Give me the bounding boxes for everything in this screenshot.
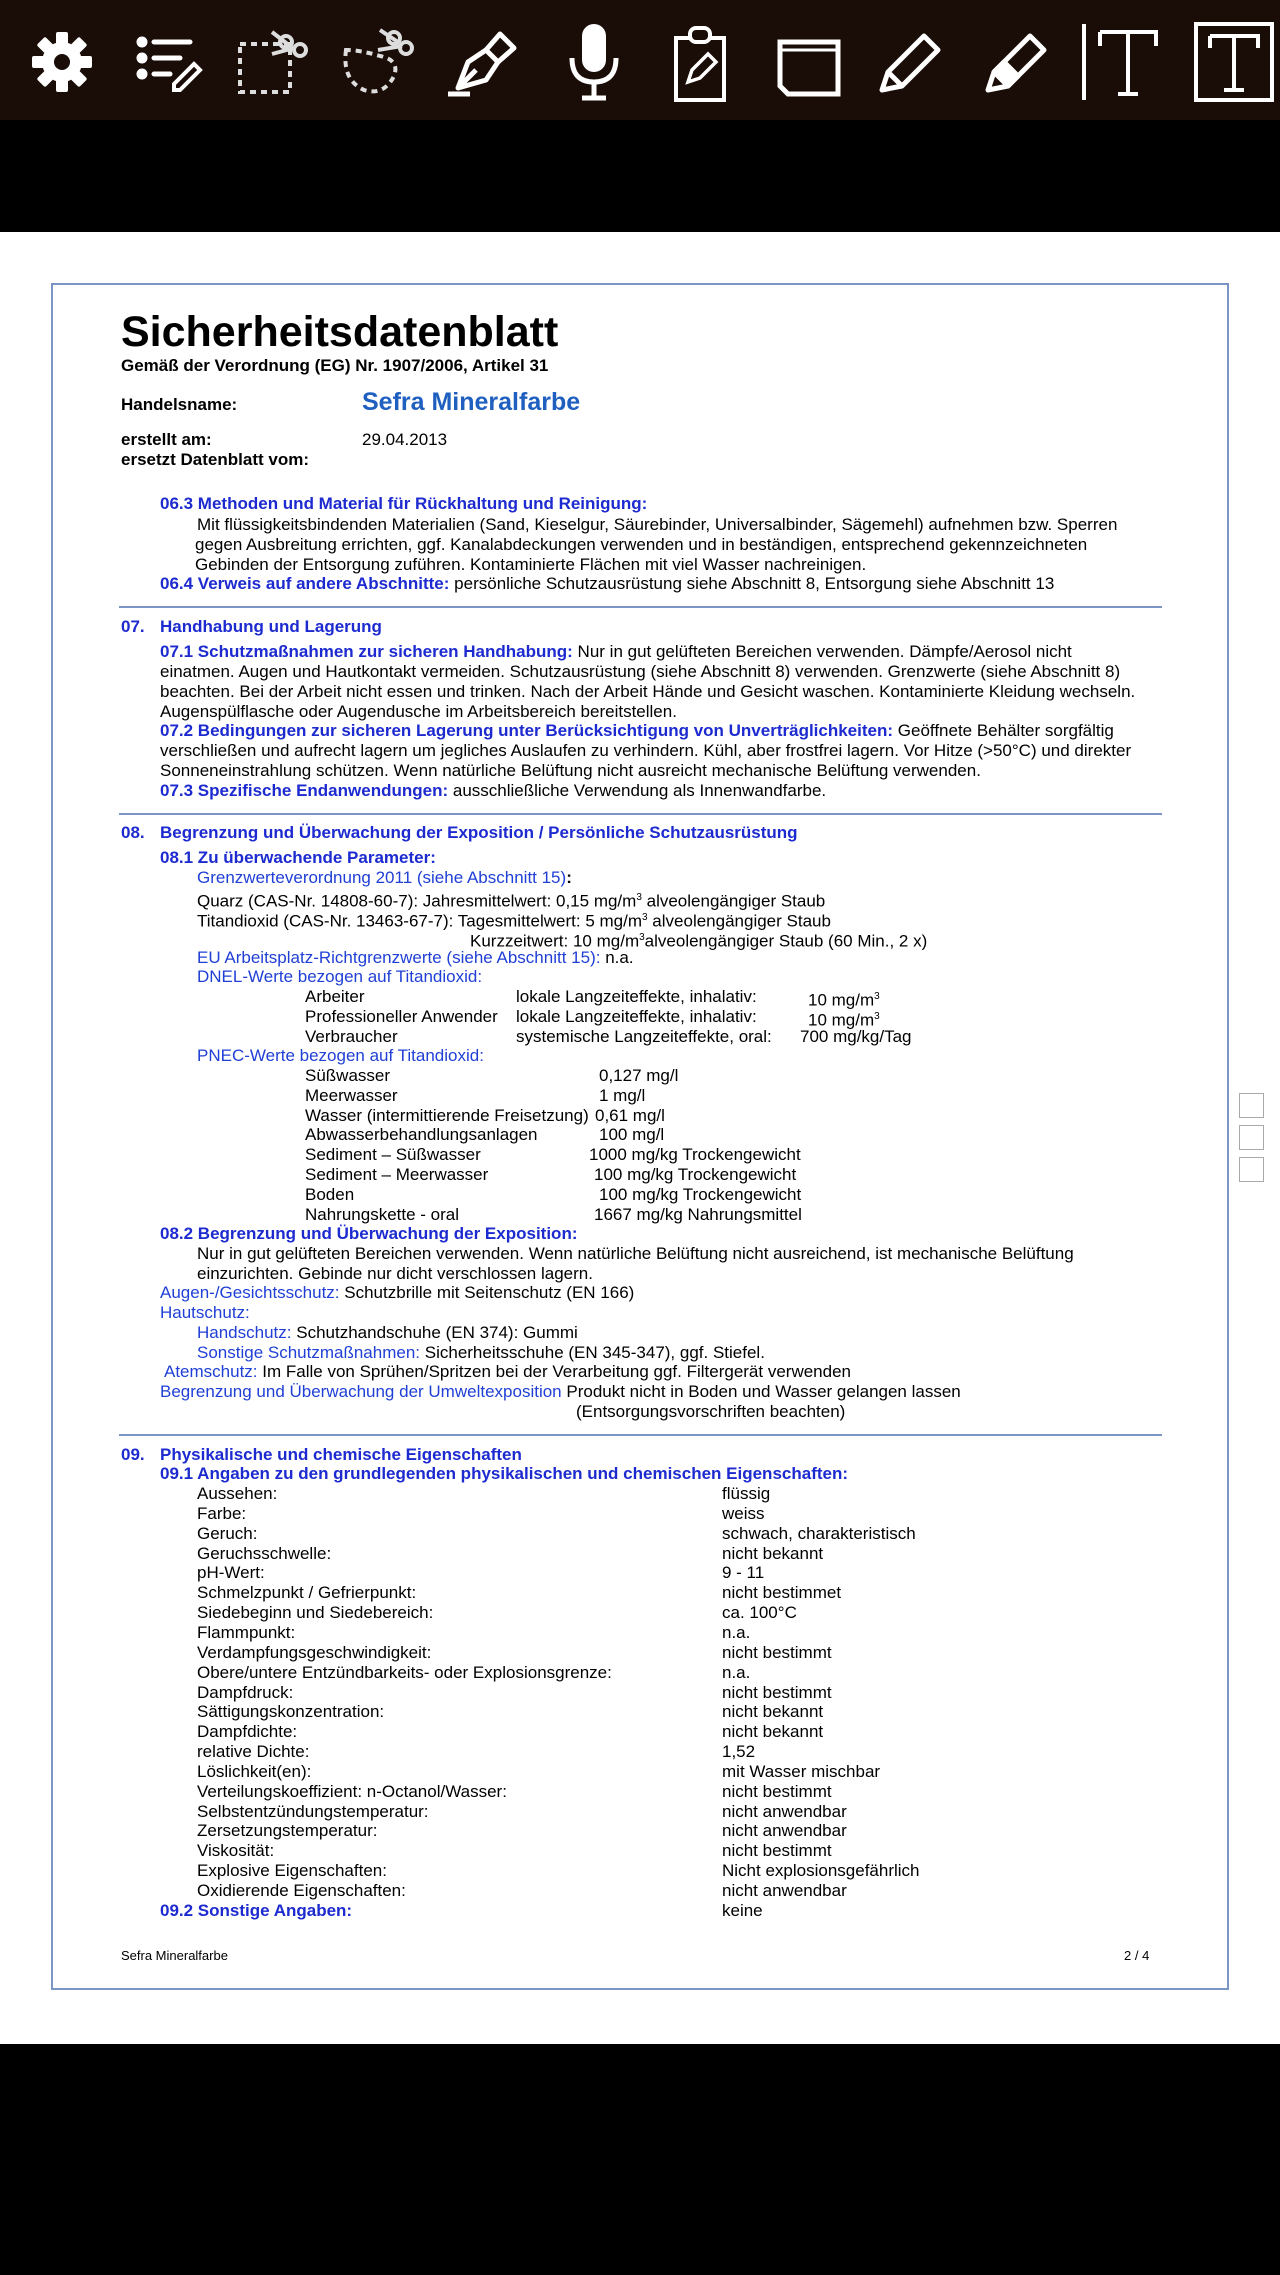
section-08-2-heading: 08.2 Begrenzung und Überwachung der Exposition: <box>160 1224 578 1243</box>
property-value: nicht bestimmt <box>722 1682 832 1702</box>
superscript-3: 3 <box>874 1011 880 1022</box>
section-07-3-heading: 07.3 Spezifische Endanwendungen: <box>160 781 449 800</box>
atemschutz-label: Atemschutz: <box>164 1362 258 1381</box>
property-name: Dampfdruck: <box>197 1682 294 1702</box>
umwelt-line <box>160 1382 961 1402</box>
property-name: Schmelzpunkt / Gefrierpunkt: <box>197 1583 417 1603</box>
property-value: n.a. <box>722 1662 751 1682</box>
superscript-3: 3 <box>639 932 645 943</box>
section-08-1-heading: 08.1 Zu überwachende Parameter: <box>160 848 436 867</box>
pnec-row-value: 100 mg/kg Trockengewicht <box>594 1165 797 1184</box>
property-name: Dampfdichte: <box>197 1722 298 1742</box>
titan-text: Titandioxid (CAS-Nr. 13463-67-7): Tagesmittelwert: 5 mg/m <box>197 911 643 931</box>
rect-cut-icon[interactable] <box>222 12 322 112</box>
section-09-number: 09. <box>121 1445 145 1464</box>
sonstige-schutz-line <box>197 1343 765 1363</box>
augenschutz-text: Schutzbrille mit Seitenschutz (EN 166) <box>344 1283 635 1302</box>
quarz-text: Quarz (CAS-Nr. 14808-60-7): Jahresmittelwert: 0,15 mg/m <box>197 891 637 911</box>
property-name: Löslichkeit(en): <box>197 1761 312 1781</box>
settings-gear-icon[interactable] <box>12 12 112 112</box>
annotation-toolbar <box>0 0 1280 120</box>
handschutz-label: Handschutz: <box>197 1323 292 1342</box>
property-name: Zersetzungstemperatur: <box>197 1821 378 1841</box>
section-08-title: Begrenzung und Überwachung der Exposition / Persönliche Schutzausrüstung <box>160 823 798 842</box>
section-divider <box>119 813 1162 815</box>
document-title: Sicherheitsdatenblatt <box>121 308 559 356</box>
footer-page-number: 2 / 4 <box>1124 1948 1150 1963</box>
property-name: Selbstentzündungstemperatur: <box>197 1801 429 1821</box>
umwelt-label: Begrenzung und Überwachung der Umweltexposition <box>160 1382 562 1401</box>
section-divider <box>119 606 1162 608</box>
footer-product-name: Sefra Mineralfarbe <box>121 1948 228 1963</box>
grenzwerte-heading <box>197 868 572 888</box>
property-value: nicht bekannt <box>722 1722 824 1742</box>
dnel-value-text: 10 mg/m <box>808 1010 875 1030</box>
page-thumb-1[interactable] <box>1239 1093 1264 1118</box>
section-06-4-text: persönliche Schutzausrüstung siehe Abschnitt 8, Entsorgung siehe Abschnitt 13 <box>454 574 1055 593</box>
quarz-text-2: alveolengängiger Staub <box>641 891 826 911</box>
section-07-title: Handhabung und Lagerung <box>160 617 382 636</box>
section-07-2-line-2: verschließen und aufrecht lagern um jegliches Auslaufen zu verhindern. Kühl, aber frostfrei lagern. Vor Hitze (>50°C) und direkter <box>160 741 1132 760</box>
section-08-2-line-2: einzurichten. Gebinde nur dicht verschlossen lagern. <box>197 1264 593 1283</box>
pnec-row-label: Nahrungskette - oral <box>305 1204 460 1224</box>
section-07-1-heading: 07.1 Schutzmaßnahmen zur sicheren Handhabung: <box>160 642 573 661</box>
property-value: nicht bestimmt <box>722 1841 832 1861</box>
handschutz-line <box>197 1323 578 1343</box>
dnel-value-text: 700 mg/kg/Tag <box>800 1027 912 1046</box>
section-07-1 <box>160 642 1072 662</box>
section-09-title: Physikalische und chemische Eigenschaften <box>160 1445 522 1464</box>
property-name: Verteilungskoeffizient: n-Octanol/Wasser: <box>197 1781 507 1801</box>
property-value: nicht anwendbar <box>722 1801 847 1821</box>
pencil-icon[interactable] <box>860 12 960 112</box>
titan-text-2: alveolengängiger Staub <box>647 911 831 931</box>
sonstige-schutz-text: Sicherheitsschuhe (EN 345-347), ggf. Stiefel. <box>424 1343 765 1362</box>
property-value: flüssig <box>722 1484 771 1503</box>
note-box-icon[interactable] <box>756 12 856 112</box>
property-value: Nicht explosionsgefährlich <box>722 1861 920 1881</box>
atemschutz-line <box>164 1362 851 1382</box>
augenschutz-label: Augen-/Gesichtsschutz: <box>160 1283 340 1302</box>
property-name: Verdampfungsgeschwindigkeit: <box>197 1642 432 1662</box>
section-09-2-heading: 09.2 Sonstige Angaben: <box>160 1901 353 1920</box>
superscript-3: 3 <box>874 991 880 1002</box>
umwelt-text-2: (Entsorgungsvorschriften beachten) <box>576 1402 846 1421</box>
lasso-cut-icon[interactable] <box>326 12 426 112</box>
property-value: schwach, charakteristisch <box>722 1523 916 1543</box>
sonstige-schutz-label: Sonstige Schutzmaßnahmen: <box>197 1343 421 1362</box>
fountain-pen-icon[interactable] <box>430 12 530 112</box>
dnel-row-value <box>800 1027 912 1047</box>
property-name: Viskosität: <box>197 1841 275 1861</box>
property-name: Obere/untere Entzündbarkeits- oder Explosionsgrenze: <box>197 1662 612 1682</box>
ersetzt-label: ersetzt Datenblatt vom: <box>121 450 309 469</box>
pnec-row-value: 0,61 mg/l <box>595 1105 665 1125</box>
property-name: Farbe: <box>197 1503 247 1523</box>
section-09-1-heading: 09.1 Angaben zu den grundlegenden physikalischen und chemischen Eigenschaften: <box>160 1464 849 1483</box>
section-07-1-line-4: Augenspülflasche oder Augendusche im Arbeitsbereich bereitstellen. <box>160 702 677 721</box>
pnec-row-label: Abwasserbehandlungsanlagen <box>305 1125 538 1145</box>
property-name: Oxidierende Eigenschaften: <box>197 1881 406 1900</box>
property-name: pH-Wert: <box>197 1563 265 1583</box>
property-value: 1,52 <box>722 1742 756 1762</box>
grenzwerte-link[interactable]: Grenzwerteverordnung 2011 (siehe Abschnitt 15) <box>197 868 567 887</box>
section-09-2-value: keine <box>722 1901 763 1920</box>
hautschutz-label: Hautschutz: <box>160 1303 250 1322</box>
property-value: nicht anwendbar <box>722 1821 847 1841</box>
property-value: nicht bestimmet <box>722 1583 842 1603</box>
page-thumb-3[interactable] <box>1239 1157 1264 1182</box>
erstellt-value: 29.04.2013 <box>362 430 448 449</box>
clipboard-pen-icon[interactable] <box>650 12 750 112</box>
section-06-4-heading: 06.4 Verweis auf andere Abschnitte: <box>160 574 450 593</box>
page-thumb-2[interactable] <box>1239 1125 1264 1150</box>
erstellt-label: erstellt am: <box>121 430 212 449</box>
section-06-3-line-3: Gebinden der Entsorgung zuführen. Kontaminierte Flächen mit viel Wasser nachreinigen. <box>195 555 867 574</box>
property-name: Explosive Eigenschaften: <box>197 1861 387 1881</box>
section-07-2-line-1: Geöffnete Behälter sorgfältig <box>897 721 1114 740</box>
property-name: Aussehen: <box>197 1484 278 1503</box>
atemschutz-text: Im Falle von Sprühen/Spritzen bei der Verarbeitung ggf. Filtergerät verwenden <box>262 1362 851 1381</box>
pnec-row-value: 1000 mg/kg Trockengewicht <box>589 1145 801 1165</box>
property-value: nicht bestimmt <box>722 1781 832 1801</box>
eraser-pencil-icon[interactable] <box>966 12 1066 112</box>
dnel-row-effect: lokale Langzeiteffekte, inhalativ: <box>516 1007 757 1026</box>
property-name: Sättigungskonzentration: <box>197 1702 385 1722</box>
section-07-1-line-2: einatmen. Augen und Hautkontakt vermeiden. Schutzausrüstung (siehe Abschnitt 8) verwenden. Grenzwerte (siehe Abschnitt 8) <box>160 662 1121 681</box>
dnel-row-who: Verbraucher <box>305 1027 398 1046</box>
dnel-row-who: Arbeiter <box>305 987 365 1006</box>
pnec-row-label: Boden <box>305 1184 355 1204</box>
dnel-row-effect: lokale Langzeiteffekte, inhalativ: <box>516 987 757 1006</box>
section-06-4 <box>160 574 1054 594</box>
eu-grenzwerte-link[interactable]: EU Arbeitsplatz-Richtgrenzwerte (siehe Abschnitt 15): <box>197 948 601 967</box>
pnec-row-value: 1 mg/l <box>599 1085 646 1105</box>
property-name: Siedebeginn und Siedebereich: <box>197 1603 434 1623</box>
pnec-heading: PNEC-Werte bezogen auf Titandioxid: <box>197 1046 484 1065</box>
handschutz-text: Schutzhandschuhe (EN 374): Gummi <box>296 1323 578 1342</box>
property-value: nicht bestimmt <box>722 1642 832 1662</box>
superscript-3: 3 <box>642 912 648 923</box>
pnec-row-value: 100 mg/l <box>599 1125 665 1145</box>
section-07-3-text: ausschließliche Verwendung als Innenwandfarbe. <box>452 781 827 800</box>
dnel-value-text: 10 mg/m <box>808 990 875 1010</box>
property-name: Geruchsschwelle: <box>197 1543 332 1563</box>
property-name: relative Dichte: <box>197 1742 310 1762</box>
text-plain-icon[interactable] <box>1070 12 1170 112</box>
section-07-2-line-3: Sonneneinstrahlung schützen. Wenn natürliche Belüftung nicht ausreicht mechanische Belüftung verwenden. <box>160 761 981 780</box>
pnec-row-label: Sediment – Süßwasser <box>305 1145 481 1165</box>
microphone-icon[interactable] <box>544 12 644 112</box>
pnec-row-value: 0,127 mg/l <box>599 1066 679 1085</box>
property-value: 9 - 11 <box>722 1563 765 1583</box>
handelsname-label: Handelsname: <box>121 395 238 414</box>
property-value: nicht bekannt <box>722 1543 824 1563</box>
document-subtitle: Gemäß der Verordnung (EG) Nr. 1907/2006, Artikel 31 <box>121 356 549 375</box>
superscript-3: 3 <box>636 892 642 903</box>
pnec-row-label: Meerwasser <box>305 1085 398 1105</box>
pnec-row-value: 100 mg/kg Trockengewicht <box>599 1184 802 1204</box>
section-08-2-line-1: Nur in gut gelüfteten Bereichen verwenden. Wenn natürliche Belüftung nicht ausreichend, ist mechanische Belüftung <box>197 1244 1074 1263</box>
pnec-row-label: Sediment – Meerwasser <box>305 1165 489 1184</box>
augenschutz-line <box>160 1283 634 1303</box>
list-edit-icon[interactable] <box>118 12 218 112</box>
property-value: weiss <box>722 1503 765 1523</box>
pnec-row-value: 1667 mg/kg Nahrungsmittel <box>594 1204 802 1224</box>
section-06-3-line-2: gegen Ausbreitung errichten, ggf. Kanalabdeckungen verwenden und in beständigen, entsprechend gekennzeichneten <box>195 535 1088 554</box>
section-06-3-line-1: Mit flüssigkeitsbindenden Materialien (Sand, Kieselgur, Säurebinder, Universalbinder, Sägemehl) aufnehmen bzw. Sperren <box>197 515 1118 534</box>
kurz-text-2: alveolengängiger Staub (60 Min., 2 x) <box>644 931 928 951</box>
section-06-3-heading: 06.3 Methoden und Material für Rückhaltung und Reinigung: <box>160 494 648 513</box>
property-value: nicht anwendbar <box>722 1881 847 1900</box>
property-value: n.a. <box>722 1622 751 1642</box>
section-07-3 <box>160 781 826 801</box>
section-07-1-line-1: Nur in gut gelüfteten Bereichen verwenden. Dämpfe/Aerosol nicht <box>577 642 1072 661</box>
section-08-number: 08. <box>121 823 145 842</box>
pnec-row-label: Wasser (intermittierende Freisetzung) <box>305 1105 589 1125</box>
dnel-heading: DNEL-Werte bezogen auf Titandioxid: <box>197 967 483 986</box>
property-name: Geruch: <box>197 1523 258 1543</box>
property-value: nicht bekannt <box>722 1702 824 1722</box>
pnec-row-label: Süßwasser <box>305 1066 391 1085</box>
property-value: ca. 100°C <box>722 1603 797 1623</box>
text-boxed-icon[interactable] <box>1184 12 1280 112</box>
property-name: Flammpunkt: <box>197 1622 296 1642</box>
property-value: mit Wasser mischbar <box>722 1761 881 1781</box>
eu-grenzwerte-line <box>197 948 634 968</box>
section-divider <box>119 1434 1162 1436</box>
dnel-row-who: Professioneller Anwender <box>305 1007 498 1026</box>
kurz-text: Kurzzeitwert: 10 mg/m <box>470 931 640 951</box>
section-07-number: 07. <box>121 617 145 636</box>
section-07-2-heading: 07.2 Bedingungen zur sicheren Lagerung unter Berücksichtigung von Unverträglichkeiten: <box>160 721 894 740</box>
eu-grenzwerte-value: n.a. <box>605 948 634 967</box>
umwelt-text: Produkt nicht in Boden und Wasser gelangen lassen <box>566 1382 961 1401</box>
section-07-2 <box>160 721 1114 741</box>
dnel-row-effect: systemische Langzeiteffekte, oral: <box>516 1027 772 1046</box>
handelsname-value: Sefra Mineralfarbe <box>362 388 581 416</box>
grenzwerte-colon: : <box>566 868 572 887</box>
section-07-1-line-3: beachten. Bei der Arbeit nicht essen und trinken. Nach der Arbeit Hände und Gesicht waschen. Kontaminierte Kleidung wechseln. <box>160 682 1136 701</box>
